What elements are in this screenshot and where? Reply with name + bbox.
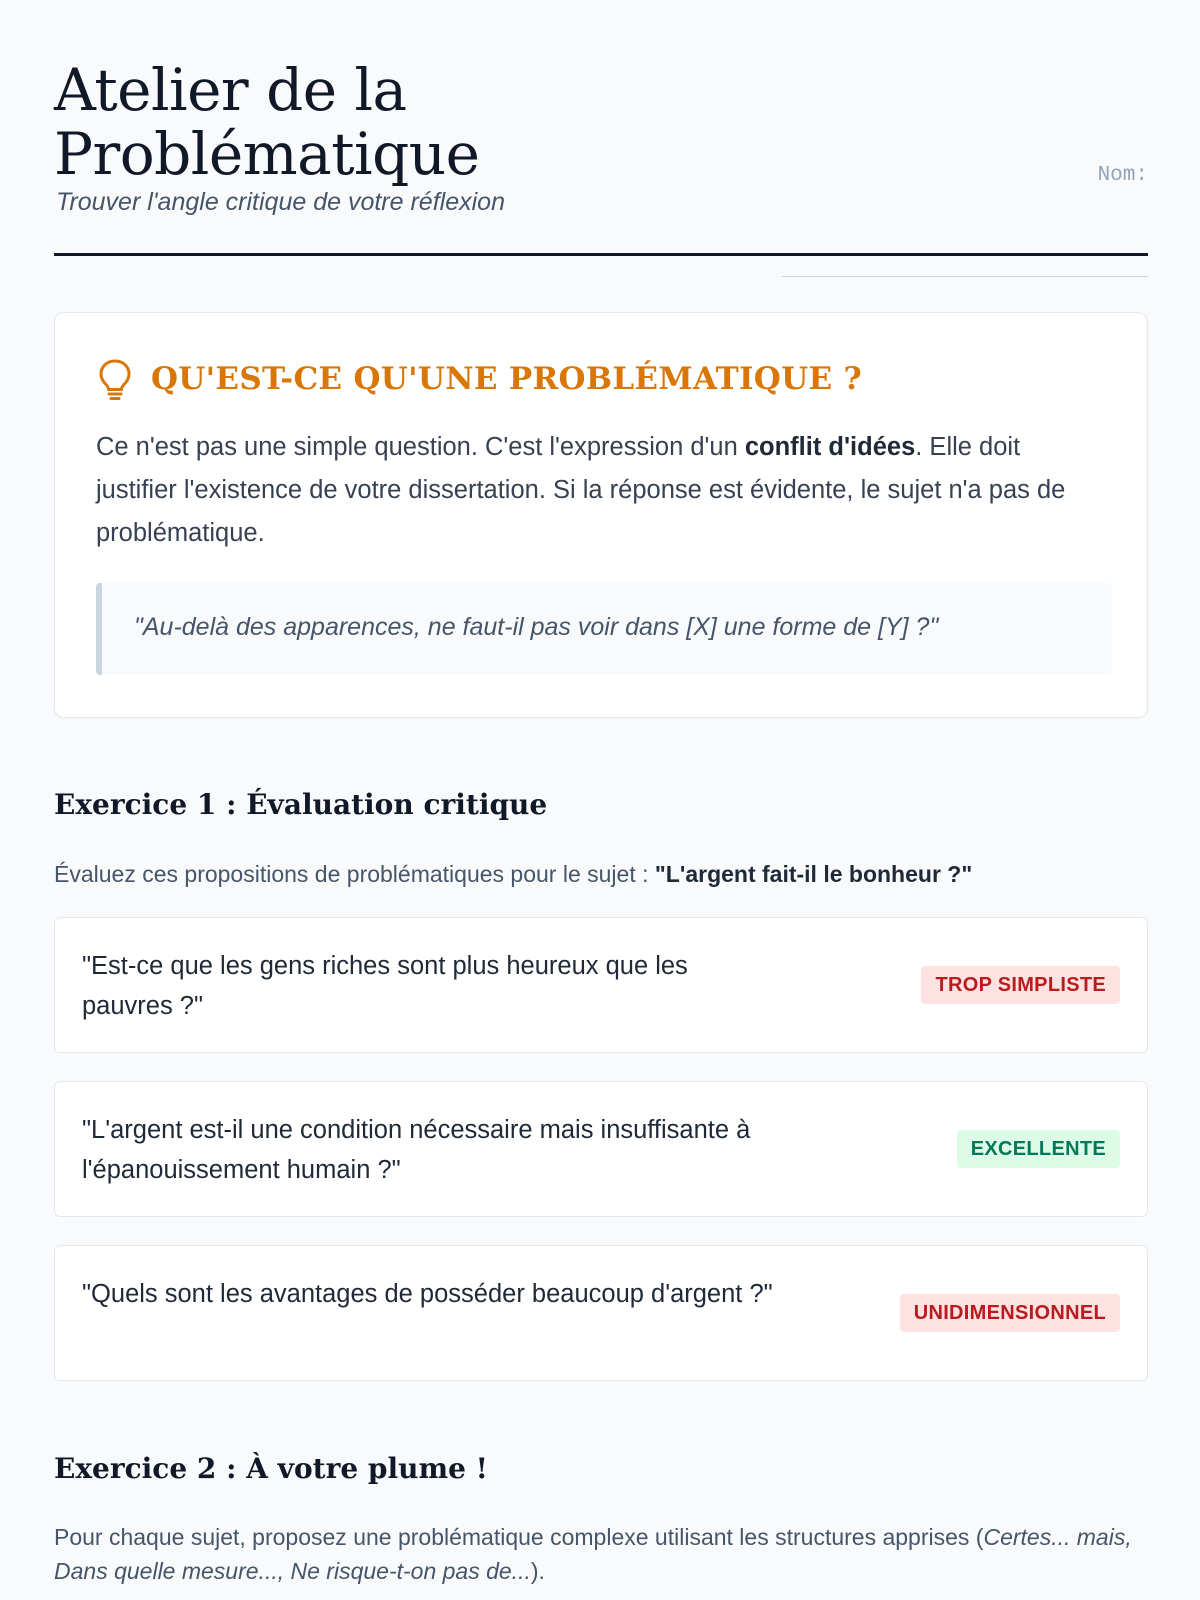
status-badge: EXCELLENTE [957,1130,1120,1168]
header-divider [54,253,1148,256]
page-subtitle: Trouver l'angle critique de votre réflexion [56,188,505,216]
proposal-card [54,1081,1148,1217]
page-title-line1: Atelier de la [54,56,407,124]
exercise1-intro-text: Évaluez ces propositions de problématiques pour le sujet : [54,861,655,887]
example-quote-text: "Au-delà des apparences, ne faut-il pas voir dans [X] une forme de [Y] ?" [134,613,939,641]
exercise2-title: Exercice 2 : À votre plume ! [54,1452,488,1485]
definition-text-bold: conflit d'idées [744,433,916,461]
exercise2-instructions [54,1520,1144,1588]
exercise1-subject: "L'argent fait-il le bonheur ?" [654,861,973,887]
proposal-text: "Est-ce que les gens riches sont plus heureux que les pauvres ?" [82,952,688,1020]
page-header [54,56,1148,216]
definition-header [95,357,862,401]
exercise1-intro [54,861,972,888]
proposal-card [54,917,1148,1053]
example-quote [96,583,1112,675]
definition-card [54,312,1148,718]
definition-text [96,426,1106,555]
exercise2-text-part2: ). [530,1558,545,1584]
definition-title: QU'EST-CE QU'UNE PROBLÉMATIQUE ? [151,361,862,397]
page-title-line2: Problématique [54,120,480,188]
definition-text-part1: Ce n'est pas une simple question. C'est l'expression d'un [96,433,745,461]
proposal-text: "Quels sont les avantages de posséder beaucoup d'argent ?" [82,1280,773,1308]
definition-text-part2: . Elle doit justifier l'existence de votre dissertation. Si la réponse est évidente, le sujet n'a pas de problématique. [96,433,1066,547]
exercise1-title: Exercice 1 : Évaluation critique [54,788,548,821]
exercise2-text-italic: Certes... mais, Dans quelle mesure..., Ne risque-t-on pas de... [54,1524,1132,1584]
status-badge: TROP SIMPLISTE [921,966,1120,1004]
status-badge: UNIDIMENSIONNEL [900,1294,1120,1332]
lightbulb-icon [95,357,135,401]
proposal-text: "L'argent est-il une condition nécessaire mais insuffisante à l'épanouissement humain ?" [82,1116,751,1184]
exercise2-text-part1: Pour chaque sujet, proposez une problématique complexe utilisant les structures apprises ( [54,1524,984,1550]
name-label: Nom: [1097,164,1148,187]
name-field[interactable] [782,162,1148,280]
name-underline [782,276,1148,277]
proposal-card [54,1245,1148,1381]
